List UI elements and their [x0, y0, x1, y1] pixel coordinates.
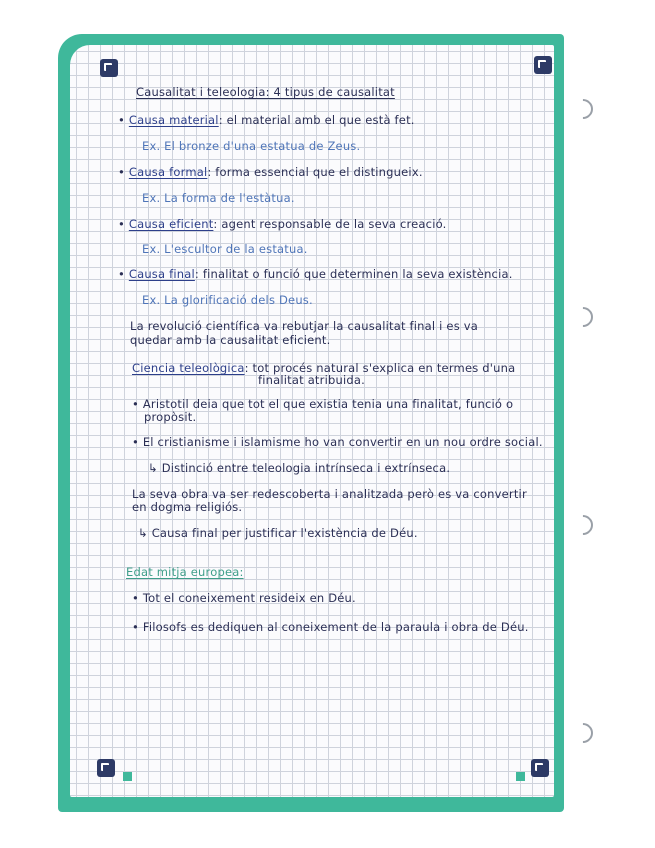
definition: : tot procés natural s'explica en termes d'una — [244, 361, 516, 375]
grid-paper-page — [70, 45, 554, 797]
list-item: • El cristianisme i islamisme ho van convertir en un nou ordre social. — [132, 435, 543, 449]
list-item: • Causa final: finalitat o funció que determinen la seva existència. — [118, 267, 513, 281]
term-causa-formal: Causa formal — [128, 165, 208, 179]
example-text: Ex. L'escultor de la estatua. — [142, 242, 308, 256]
example-text: Ex. El bronze d'una estatua de Zeus. — [142, 139, 361, 153]
list-item: • Causa formal: forma essencial que el distingueix. — [118, 165, 423, 179]
definition: : agent responsable de la seva creació. — [213, 217, 447, 231]
corner-marker-icon — [534, 56, 552, 74]
paragraph-line: La revolució científica va rebutjar la causalitat final i es va — [130, 319, 478, 333]
arrow-note: ↳ Causa final per justificar l'existència de Déu. — [138, 526, 418, 540]
term-causa-material: Causa material — [128, 113, 219, 127]
section-heading: Edat mitja europea: — [126, 565, 244, 579]
term-ciencia-teleologica: Ciencia teleològica — [132, 361, 245, 375]
corner-marker-icon — [100, 59, 118, 77]
list-item: • Causa material: el material amb el que està fet. — [118, 113, 415, 127]
teal-square-mark — [123, 772, 132, 781]
paragraph-line: La seva obra va ser redescoberta i analitzada però es va convertir — [132, 487, 527, 501]
list-item: • Tot el coneixement resideix en Déu. — [132, 591, 356, 605]
example-text: Ex. La glorificació dels Deus. — [142, 293, 313, 307]
page-title: Causalitat i teleologia: 4 tipus de causalitat — [136, 85, 395, 99]
list-item: • Causa eficient: agent responsable de la seva creació. — [118, 217, 447, 231]
paragraph-line: finalitat atribuida. — [258, 373, 365, 387]
example-text: Ex. La forma de l'estàtua. — [142, 191, 295, 205]
paragraph-line: en dogma religiós. — [132, 500, 243, 514]
arrow-note: ↳ Distinció entre teleologia intrínseca i extrínseca. — [148, 461, 451, 475]
binder-hole-icon — [569, 719, 597, 747]
definition: : el material amb el que està fet. — [218, 113, 415, 127]
term-causa-eficient: Causa eficient — [128, 217, 214, 231]
paragraph-line: quedar amb la causalitat eficient. — [130, 333, 331, 347]
list-item: • Filosofs es dediquen al coneixement de la paraula i obra de Déu. — [132, 620, 529, 634]
list-item: • Aristotil deia que tot el que existia tenia una finalitat, funció o — [132, 397, 514, 411]
paragraph-line: propòsit. — [144, 410, 197, 424]
binder-hole-icon — [569, 303, 597, 331]
binder-hole-icon — [569, 95, 597, 123]
corner-marker-icon — [97, 759, 115, 777]
teal-square-mark — [516, 772, 525, 781]
definition: : finalitat o funció que determinen la seva existència. — [194, 267, 513, 281]
corner-marker-icon — [531, 759, 549, 777]
term-causa-final: Causa final — [128, 267, 195, 281]
definition: : forma essencial que el distingueix. — [207, 165, 423, 179]
binder-hole-icon — [569, 511, 597, 539]
